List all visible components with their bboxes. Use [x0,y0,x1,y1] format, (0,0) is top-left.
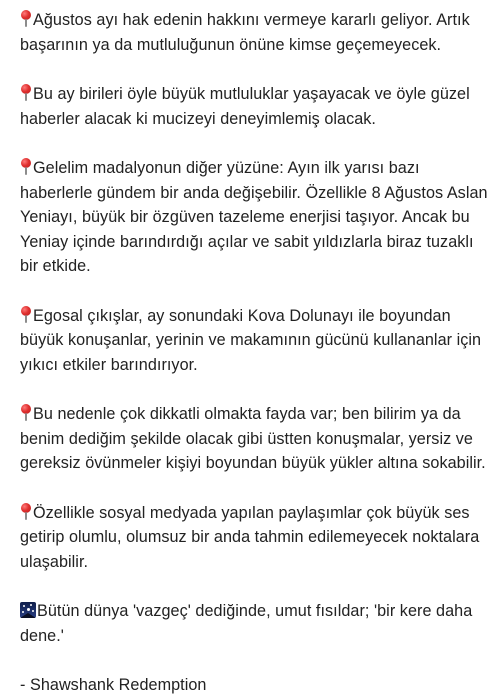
post-text [20,8,488,698]
paragraph [20,501,488,575]
round-pushpin-icon [20,306,32,323]
round-pushpin-icon [20,84,32,101]
paragraph [20,82,488,131]
round-pushpin-icon [20,503,32,520]
quote-attribution: - Shawshank Redemption [20,676,207,694]
paragraph [20,402,488,476]
paragraph [20,8,488,57]
paragraph-text: Bu ay birileri öyle büyük mutluluklar yaşayacak ve öyle güzel haberler alacak ki mucizeyi deneyimlemiş olacak. [20,85,470,128]
paragraph-text: Özellikle sosyal medyada yapılan paylaşımlar çok büyük ses getirip olumlu, olumsuz bir anda tahmin edilemeyecek noktalara ulaşabilir. [20,503,480,571]
round-pushpin-icon [20,158,32,175]
paragraph-text: Bu nedenle çok dikkatli olmakta fayda var; ben bilirim ya da benim dediğim şekilde olacak gibi üstten konuşmalar, yersiz ve gereksiz övünmeler kişiyi boyundan büyük yükler altına sokabilir. [20,405,486,472]
round-pushpin-icon [20,404,32,421]
paragraph-text: Gelelim madalyonun diğer yüzüne: Ayın ilk yarısı bazı haberlerle gündem bir anda değişebilir. Özellikle 8 Ağustos Aslan Yeniayı, büyük bir özgüven tazeleme enerjisi taşıyor. Ancak bu Yeniay içinde barındırdığı açılar ve sabit yıldızlarla biraz tuzaklı bir etkide. [20,159,488,275]
round-pushpin-icon [20,10,32,27]
paragraph [20,156,488,279]
paragraph-text: Ağustos ayı hak edenin hakkını vermeye kararlı geliyor. Artık başarının ya da mutluluğunun önüne kimse geçemeyecek. [20,11,470,54]
quote-paragraph [20,599,488,648]
paragraph-text: Egosal çıkışlar, ay sonundaki Kova Dolunayı ile boyundan büyük konuşanlar, yerinin ve makamının gücünü kullananlar için yıkıcı etkiler barındırıyor. [20,306,482,374]
quote-text: Bütün dünya 'vazgeç' dediğinde, umut fısıldar; 'bir kere daha dene.' [20,602,473,645]
paragraph [20,304,488,378]
night-sky-icon [20,602,36,618]
